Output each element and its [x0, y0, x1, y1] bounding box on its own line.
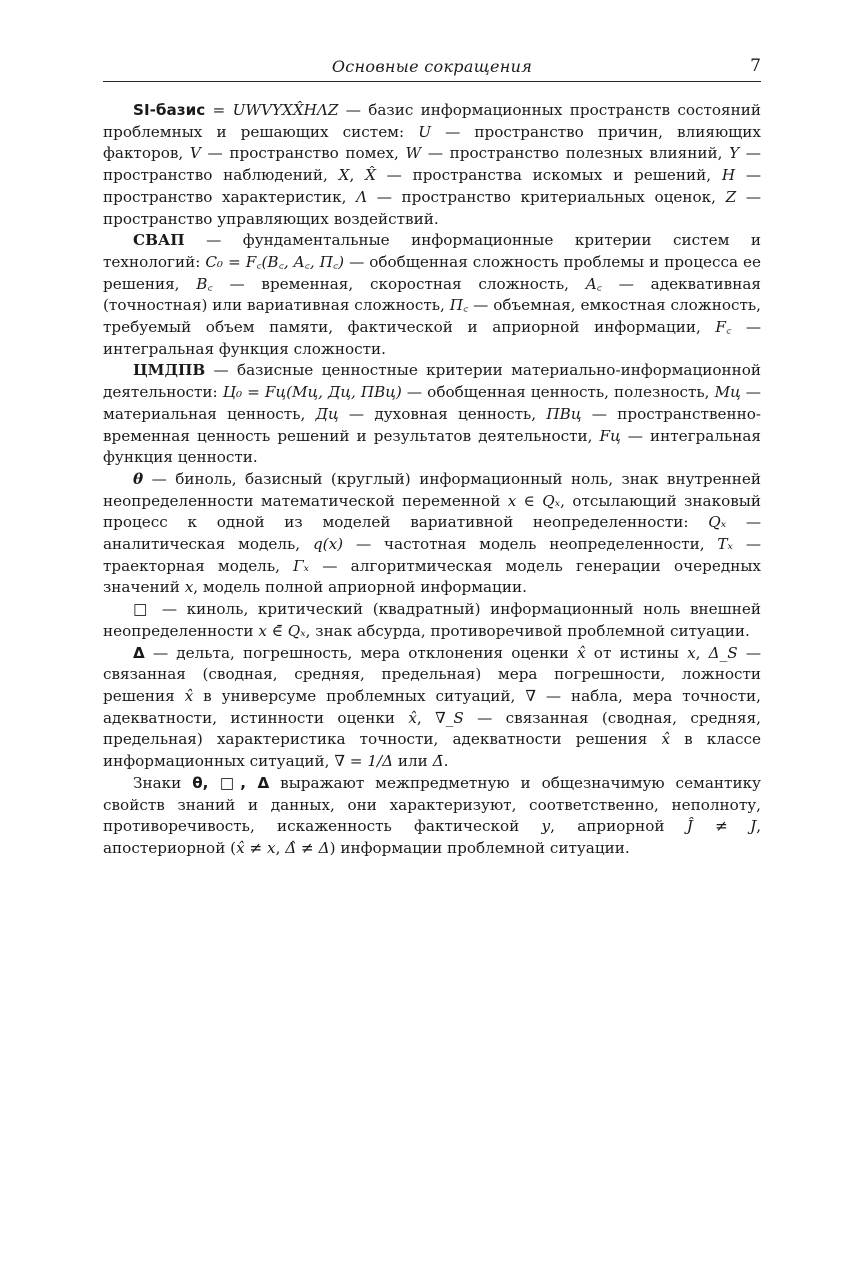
theta-symbol: θ [133, 469, 144, 488]
page-number: 7 [750, 56, 761, 76]
paragraph-theta: θ — биноль, базисный (круглый) информационный ноль, знак внутренней неопределенности математической переменной x ∈ Qₓ, отсылающий знаковый процесс к одной из моделей вариативной неопределенности: Qₓ — аналитическая модель, q(x) — частотная модель неопределенности, Tₓ — траекторная модель, Γₓ — алгоритмическая модель генерации очередных значений x, модель полной априорной информации. [103, 469, 762, 597]
page-header [103, 55, 761, 82]
running-title: Основные сокращения [331, 57, 533, 76]
square-symbol: □ [133, 600, 153, 619]
paragraph-square: □ — киноль, критический (квадратный) информационный ноль внешней неопределенности x ∈̄ Qₓ, знак абсурда, противоречивой проблемной ситуации. [103, 600, 761, 640]
term-cmdpv: ЦМДПВ [133, 361, 206, 380]
document-body [103, 100, 761, 860]
term-svap: СВАП [133, 231, 185, 250]
paragraph-signs: Знаки θ, □, Δ выражают межпредметную и общезначимую семантику свойств знаний и данных, они характеризуют, соответственно, неполноту, противоречивость, искаженность фактической y, априорной Ĵ ≠ J, апостериорной (x̂ ≠ x, Δ̂ ≠ Δ) информации проблемной ситуации. [103, 773, 762, 857]
paragraph-svap: СВАП — фундаментальные информационные критерии систем и технологий: C₀ = F꜀(B꜀, A꜀, П꜀) — обобщенная сложность проблемы и процесса ее решения, B꜀ — временная, скоростная сложность, A꜀ — адеквативная (точностная) или вариативная сложность, П꜀ — объемная, емкостная сложность, требуемый объем памяти, фактической и априорной информации, F꜀ — интегральная функция сложности. [103, 231, 762, 358]
formula-value: Ц₀ = Fц(Мц, Дц, ПВц) [222, 383, 402, 402]
signs-symbols: θ, □, Δ [192, 773, 270, 792]
formula-complexity: C₀ = F꜀(B꜀, A꜀, П꜀) [205, 252, 345, 271]
delta-symbol: Δ [133, 643, 145, 662]
paragraph-si-basis: SI-базис = UWVYXX̂HΛZ — базис информационных пространств состояний проблемных и решающих систем: U — пространство причин, влияющих факторов, V — пространство помех, W — пространство полезных влияний, Y — пространство наблюдений, X, X̂ — пространства искомых и решений, H — пространство характеристик, Λ — пространство критериальных оценок, Z — пространство управляющих воздействий. [103, 101, 762, 228]
paragraph-delta: Δ — дельта, погрешность, мера отклонения оценки x̂ от истины x, Δ_S — связанная (сводная, средняя, предельная) мера погрешности, ложности решения x̂ в универсуме проблемных ситуаций, ∇ — набла, мера точности, адекватности, истинности оценки x̂, ∇_S — связанная (сводная, средняя, предельная) характеристика точности, адекватности решения x̂ в классе информационных ситуаций, ∇ = 1/Δ или Δ̄. [103, 643, 762, 771]
term-si-basis: SI-базис [133, 101, 206, 119]
paragraph-cmdpv: ЦМДПВ — базисные ценностные критерии материально-информационной деятельности: Ц₀ = Fц(Мц, Дц, ПВц) — обобщенная ценность, полезность, Мц — материальная ценность, Дц — духовная ценность, ПВц — пространственно-временная ценность решений и результатов деятельности, Fц — интегральная функция ценности. [103, 361, 761, 467]
